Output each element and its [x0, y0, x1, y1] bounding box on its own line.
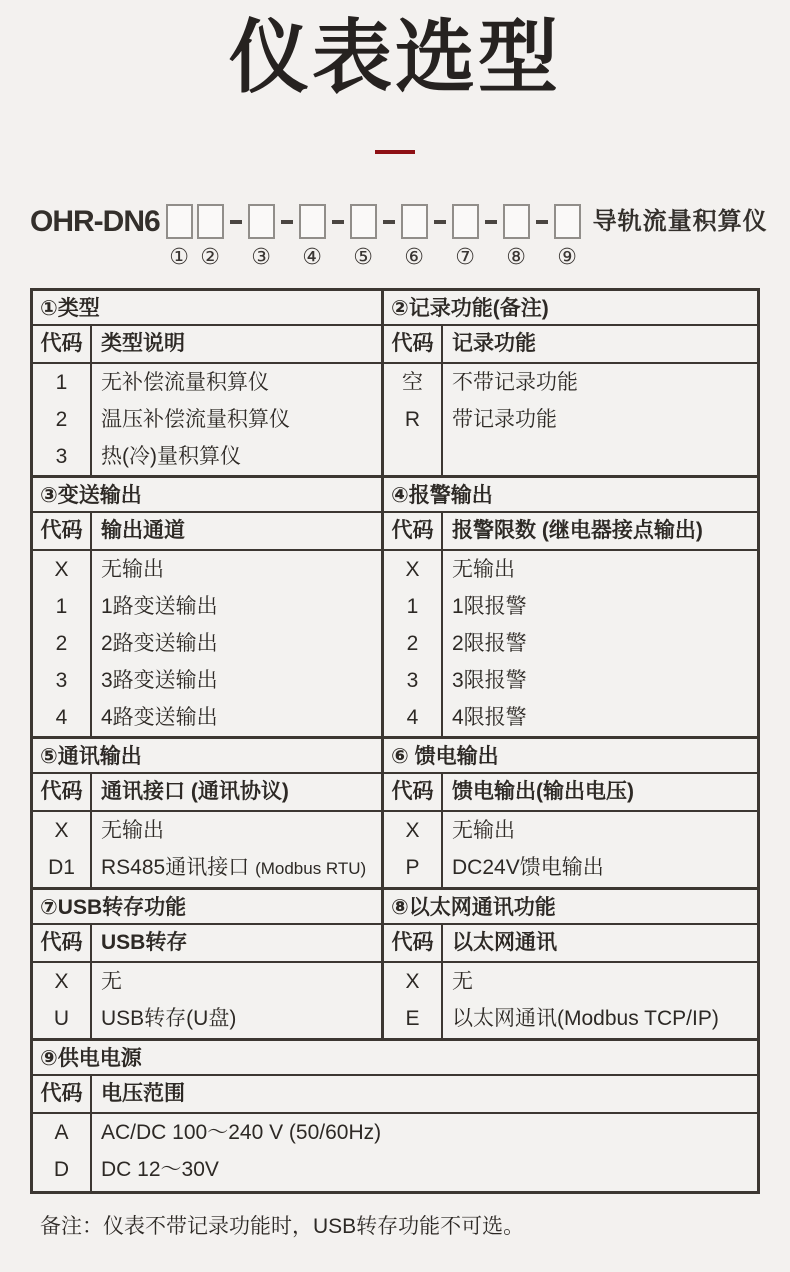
section-usb [33, 890, 381, 1038]
selection-table [30, 288, 760, 1194]
band-usb-ethernet [33, 887, 757, 1038]
table-row [33, 364, 381, 401]
model-code-line [30, 204, 790, 269]
desc-cell: 温压补偿流量积算仪 [101, 408, 290, 431]
model-box-8 [503, 204, 530, 239]
desc-cell: 无补偿流量积算仪 [101, 371, 269, 394]
model-dash [434, 220, 446, 224]
position-circle-9: ⑨ [557, 244, 578, 269]
table-header-row [384, 513, 757, 551]
desc-header: 记录功能 [452, 332, 536, 355]
model-suffix: 导轨流量积算仪 [592, 208, 768, 235]
desc-cell: 1路变送输出 [101, 595, 218, 618]
table-row [33, 551, 381, 588]
model-slot-7 [452, 204, 479, 269]
code-header: 代码 [40, 519, 83, 542]
code-cell: 4 [55, 706, 68, 729]
desc-cell: USB转存(U盘) [101, 1007, 237, 1030]
code-cell: X [405, 970, 420, 993]
table-row [384, 588, 757, 625]
code-cell: 2 [55, 632, 68, 655]
table-row [33, 812, 381, 849]
section-title: ⑥ 馈电输出 [384, 739, 757, 774]
table-row [33, 849, 381, 886]
code-cell: D [53, 1158, 70, 1181]
model-box-2 [197, 204, 224, 239]
desc-cell: AC/DC 100～240 V (50/60Hz) [101, 1121, 382, 1144]
table-row [33, 699, 381, 736]
desc-header: USB转存 [101, 931, 188, 954]
code-cell: 4 [406, 706, 419, 729]
model-prefix: OHR-DN6 [30, 205, 160, 238]
code-cell: 1 [55, 595, 68, 618]
table-header-row [384, 326, 757, 364]
section-title: ⑤通讯输出 [33, 739, 381, 774]
code-cell: A [54, 1121, 69, 1144]
table-row [384, 1000, 757, 1037]
code-cell: 2 [55, 408, 68, 431]
desc-cell: 以太网通讯(Modbus TCP/IP) [452, 1007, 719, 1030]
code-cell: 3 [406, 669, 419, 692]
section-alarm-output [381, 478, 757, 736]
code-cell: X [54, 970, 69, 993]
model-slot-4 [299, 204, 326, 269]
model-box-7 [452, 204, 479, 239]
model-slot-1 [166, 204, 193, 269]
table-row [33, 625, 381, 662]
model-dash [230, 220, 242, 224]
model-slot-5 [350, 204, 377, 269]
table-header-row [33, 925, 381, 963]
desc-header: 输出通道 [101, 519, 185, 542]
model-dash [281, 220, 293, 224]
section-title: ⑦USB转存功能 [33, 890, 381, 925]
position-circle-7: ⑦ [455, 244, 476, 269]
code-header: 代码 [391, 519, 434, 542]
model-box-9 [554, 204, 581, 239]
section-type [33, 291, 381, 475]
model-dash [485, 220, 497, 224]
section-ethernet [381, 890, 757, 1038]
desc-protocol: (Modbus RTU) [255, 859, 367, 878]
band-power-supply [33, 1038, 757, 1191]
model-dash [383, 220, 395, 224]
section-comm-output [33, 739, 381, 887]
position-circle-1: ① [169, 244, 190, 269]
code-cell: X [54, 558, 69, 581]
code-cell: 1 [55, 371, 68, 394]
desc-main: RS485通讯接口 [101, 856, 250, 879]
table-row [33, 963, 381, 1000]
band-transmit-alarm [33, 475, 757, 736]
section-title: ①类型 [33, 291, 381, 326]
table-row [384, 963, 757, 1000]
desc-header: 电压范围 [101, 1082, 185, 1105]
model-dash [332, 220, 344, 224]
code-cell: R [404, 408, 421, 431]
code-header: 代码 [391, 332, 434, 355]
section-title: ④报警输出 [384, 478, 757, 513]
desc-cell: 热(冷)量积算仪 [101, 445, 241, 468]
code-cell: X [54, 819, 69, 842]
model-slot-3 [248, 204, 275, 269]
desc-cell: 3路变送输出 [101, 669, 218, 692]
model-box-5 [350, 204, 377, 239]
section-title: ③变送输出 [33, 478, 381, 513]
desc-cell: 无 [452, 970, 473, 993]
model-slot-2 [197, 204, 224, 269]
desc-cell: 不带记录功能 [452, 371, 578, 394]
code-cell: 1 [406, 595, 419, 618]
table-row [33, 588, 381, 625]
desc-cell: 无输出 [101, 558, 164, 581]
position-circle-3: ③ [251, 244, 272, 269]
table-row [33, 1151, 757, 1188]
table-row [384, 662, 757, 699]
desc-header: 以太网通讯 [452, 931, 557, 954]
desc-header: 馈电输出(输出电压) [452, 780, 634, 803]
table-header-row [33, 513, 381, 551]
footnote: 备注：仪表不带记录功能时，USB转存功能不可选。 [40, 1215, 525, 1238]
model-box-4 [299, 204, 326, 239]
desc-cell: 2路变送输出 [101, 632, 218, 655]
position-circle-8: ⑧ [506, 244, 527, 269]
code-cell: X [405, 819, 420, 842]
table-row [33, 662, 381, 699]
desc-cell [90, 849, 381, 886]
table-row [384, 699, 757, 736]
code-cell: 3 [55, 669, 68, 692]
position-circle-4: ④ [302, 244, 323, 269]
table-row [384, 551, 757, 588]
position-circle-5: ⑤ [353, 244, 374, 269]
table-header-row [33, 774, 381, 812]
table-row [33, 1000, 381, 1037]
desc-cell: 无 [101, 970, 122, 993]
desc-cell: 3限报警 [452, 669, 527, 692]
desc-cell: 无输出 [101, 819, 164, 842]
band-comm-feed [33, 736, 757, 887]
table-header-row [33, 1076, 757, 1114]
table-header-row [384, 774, 757, 812]
table-header-row [384, 925, 757, 963]
desc-header: 报警限数 (继电器接点输出) [452, 519, 703, 542]
position-circle-6: ⑥ [404, 244, 425, 269]
table-row [384, 849, 757, 886]
table-row [384, 364, 757, 401]
section-title: ⑨供电电源 [33, 1041, 757, 1076]
model-box-1 [166, 204, 193, 239]
table-header-row [33, 326, 381, 364]
desc-cell: 4路变送输出 [101, 706, 218, 729]
model-dash [536, 220, 548, 224]
code-header: 代码 [40, 780, 83, 803]
table-row [33, 401, 381, 438]
table-row [33, 438, 381, 475]
desc-cell: 带记录功能 [452, 408, 557, 431]
table-row [384, 401, 757, 438]
model-slot-6 [401, 204, 428, 269]
position-circle-2: ② [200, 244, 221, 269]
model-slot-9 [554, 204, 581, 269]
model-box-6 [401, 204, 428, 239]
model-slot-8 [503, 204, 530, 269]
page-title: 仪表选型 [229, 13, 561, 102]
desc-cell: 无输出 [452, 558, 515, 581]
section-title: ②记录功能(备注) [384, 291, 757, 326]
code-header: 代码 [40, 332, 83, 355]
code-cell: E [405, 1007, 420, 1030]
code-header: 代码 [40, 931, 83, 954]
desc-cell: 4限报警 [452, 706, 527, 729]
code-cell: 3 [55, 445, 68, 468]
desc-cell: DC 12～30V [101, 1158, 219, 1181]
code-header: 代码 [391, 931, 434, 954]
code-cell: 空 [402, 371, 423, 394]
code-header: 代码 [391, 780, 434, 803]
desc-cell: 2限报警 [452, 632, 527, 655]
section-record [381, 291, 757, 475]
section-transmit-output [33, 478, 381, 736]
section-power-feed [381, 739, 757, 887]
code-cell: D1 [48, 856, 75, 879]
code-cell: 2 [406, 632, 419, 655]
code-header: 代码 [40, 1082, 83, 1105]
desc-header: 通讯接口 (通讯协议) [101, 780, 289, 803]
title-accent-dash [375, 150, 415, 154]
desc-header: 类型说明 [101, 332, 185, 355]
desc-cell: 无输出 [452, 819, 515, 842]
model-box-3 [248, 204, 275, 239]
code-cell: U [53, 1007, 70, 1030]
table-row [384, 812, 757, 849]
band-type-record [33, 291, 757, 475]
table-row [384, 625, 757, 662]
desc-cell: DC24V馈电输出 [452, 856, 604, 879]
table-row [33, 1114, 757, 1151]
code-cell: X [405, 558, 420, 581]
desc-cell: 1限报警 [452, 595, 527, 618]
section-power-supply [33, 1041, 757, 1191]
section-title: ⑧以太网通讯功能 [384, 890, 757, 925]
code-cell: P [405, 856, 420, 879]
